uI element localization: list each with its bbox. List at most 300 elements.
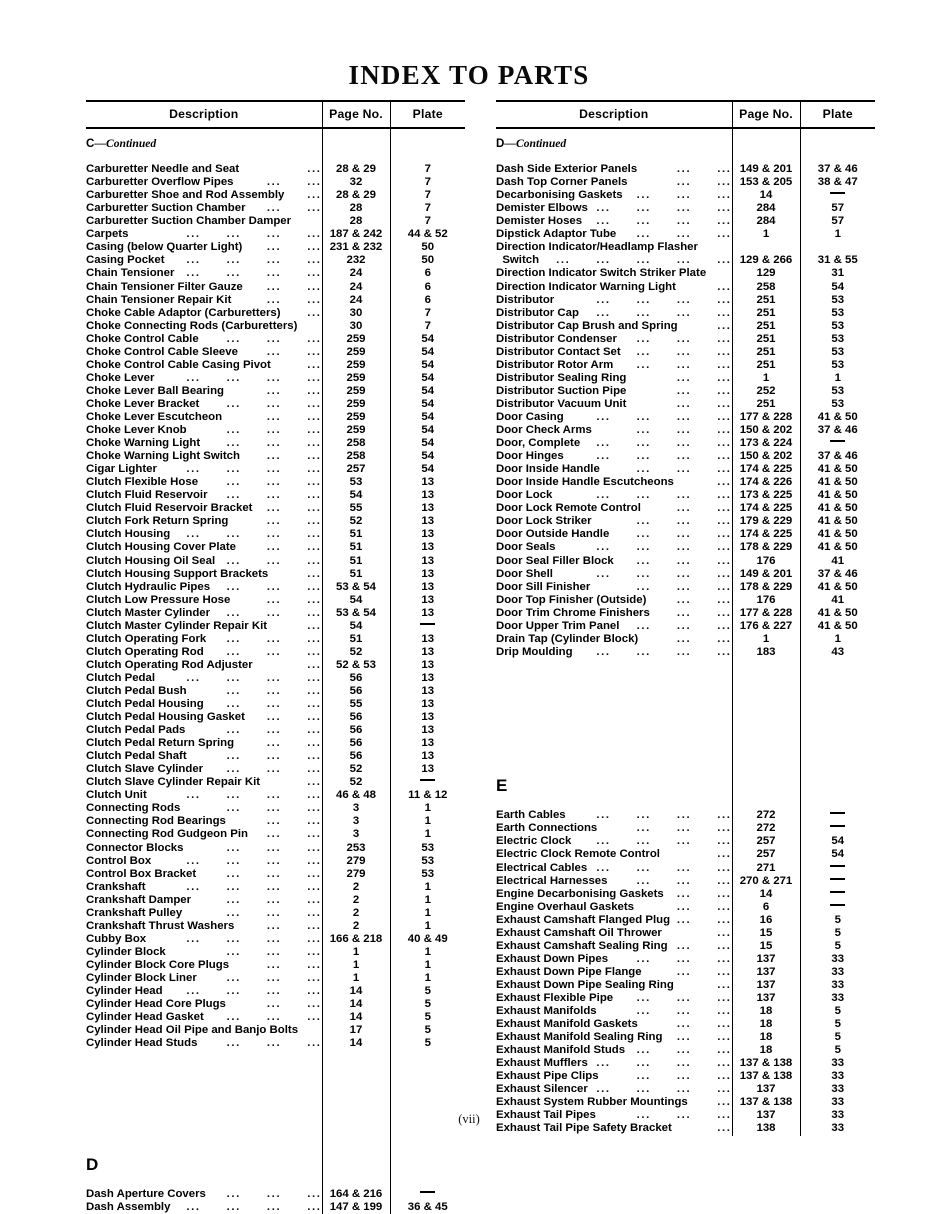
part-description: Door Trim Chrome Finishers — [496, 606, 650, 619]
cell-page-no: 179 & 229 — [732, 515, 800, 528]
table-row[interactable] — [86, 398, 465, 411]
table-row[interactable] — [496, 385, 875, 398]
cell-page-no: 253 — [322, 842, 390, 855]
cell-description — [496, 822, 732, 835]
part-description: Clutch Housing — [86, 528, 171, 541]
table-row[interactable] — [86, 946, 465, 959]
dot-leader: ... — [307, 658, 322, 671]
table-row[interactable] — [86, 463, 465, 476]
table-row[interactable] — [496, 424, 875, 437]
table-row[interactable] — [496, 848, 875, 861]
dot-leader: ... ... ... ... — [186, 254, 322, 267]
table-row[interactable] — [86, 907, 465, 920]
dot-leader: ... ... ... — [226, 750, 322, 763]
table-row[interactable] — [496, 940, 875, 953]
cell-page-no: 52 — [322, 776, 390, 789]
part-description: Clutch Pedal Housing — [86, 698, 204, 711]
cell-description — [496, 607, 732, 620]
table-row[interactable] — [86, 842, 465, 855]
dot-leader: ... ... ... — [226, 580, 322, 593]
table-row[interactable] — [496, 489, 875, 502]
cell-page-no: 137 & 138 — [732, 1096, 800, 1109]
table-row[interactable] — [496, 228, 875, 241]
cell-page-no: 251 — [732, 333, 800, 346]
table-row[interactable] — [86, 1011, 465, 1024]
table-row[interactable] — [86, 776, 465, 789]
table-row[interactable] — [496, 333, 875, 346]
cell-description — [86, 528, 322, 541]
dot-leader: ... ... ... ... — [186, 932, 322, 945]
table-row[interactable] — [86, 920, 465, 933]
table-row[interactable] — [496, 189, 875, 202]
part-description: Door Outside Handle — [496, 528, 610, 541]
table-row[interactable] — [496, 476, 875, 489]
cell-plate: 44 & 52 — [407, 228, 448, 241]
cell-plate: 13 — [421, 724, 435, 737]
table-row[interactable] — [496, 281, 875, 294]
table-row[interactable] — [496, 607, 875, 620]
part-description: Engine Overhaul Gaskets — [496, 900, 635, 913]
table-row[interactable] — [86, 828, 465, 841]
part-description: Door Sill Finisher — [496, 580, 591, 593]
table-row[interactable] — [496, 398, 875, 411]
table-row[interactable] — [86, 998, 465, 1011]
table-row[interactable] — [86, 346, 465, 359]
table-row[interactable] — [86, 385, 465, 398]
cell-page-no: 30 — [322, 320, 390, 333]
section-gap — [496, 672, 875, 685]
table-row[interactable] — [496, 568, 875, 581]
cell-plate: 13 — [421, 737, 435, 750]
table-row[interactable] — [86, 372, 465, 385]
part-description: Distributor Vacuum Unit — [496, 397, 627, 410]
table-row[interactable] — [86, 633, 465, 646]
part-description: Clutch Slave Cylinder Repair Kit — [86, 776, 261, 789]
part-description: Casing Pocket — [86, 254, 165, 267]
cell-description — [496, 189, 732, 202]
cell-page-no: 137 — [732, 992, 800, 1005]
table-row[interactable] — [496, 594, 875, 607]
table-row[interactable] — [86, 868, 465, 881]
table-row[interactable] — [496, 809, 875, 822]
table-row[interactable] — [496, 346, 875, 359]
part-description: Control Box — [86, 854, 152, 867]
table-row[interactable] — [496, 372, 875, 385]
cell-plate: 54 — [421, 371, 435, 384]
table-row[interactable] — [86, 607, 465, 620]
table-row[interactable] — [496, 1083, 875, 1096]
table-row[interactable] — [86, 959, 465, 972]
dot-leader: ... ... ... — [636, 424, 732, 437]
table-row[interactable] — [86, 281, 465, 294]
table-row[interactable] — [86, 189, 465, 202]
table-row[interactable] — [86, 450, 465, 463]
cell-page-no: 1 — [322, 972, 390, 985]
part-description: Choke Warning Light Switch — [86, 450, 240, 463]
table-row[interactable] — [86, 881, 465, 894]
cell-page-no: 53 & 54 — [322, 581, 390, 594]
section-heading-row — [86, 136, 465, 150]
dot-leader: ... ... — [676, 371, 732, 384]
table-row[interactable] — [496, 1070, 875, 1083]
cell-plate: 53 — [831, 397, 845, 410]
cell-page-no: 147 & 199 — [322, 1201, 390, 1214]
table-row[interactable] — [86, 307, 465, 320]
cell-plate: 53 — [831, 358, 845, 371]
cell-plate — [800, 901, 875, 914]
cell-description — [86, 450, 322, 463]
table-row[interactable] — [496, 875, 875, 888]
table-row[interactable] — [86, 528, 465, 541]
part-description: Dash Side Exterior Panels — [496, 163, 638, 176]
cell-plate: 53 — [831, 384, 845, 397]
section-heading-spacer — [496, 796, 875, 809]
table-row[interactable] — [86, 176, 465, 189]
cell-description — [496, 594, 732, 607]
table-row[interactable] — [496, 215, 875, 228]
table-row[interactable] — [86, 802, 465, 815]
cell-page-no: 257 — [732, 848, 800, 861]
dot-leader: ... ... — [266, 515, 322, 528]
table-row[interactable] — [86, 750, 465, 763]
cell-page-no: 53 & 54 — [322, 607, 390, 620]
table-row[interactable] — [496, 450, 875, 463]
cell-page-no: 24 — [322, 267, 390, 280]
table-row[interactable] — [496, 901, 875, 914]
part-description: Electrical Cables — [496, 861, 588, 874]
cell-plate — [800, 875, 875, 888]
cell-description — [496, 1044, 732, 1057]
table-row[interactable] — [86, 620, 465, 633]
cell-plate: 5 — [834, 1018, 841, 1031]
table-row[interactable] — [496, 888, 875, 901]
cell-plate: 41 & 50 — [817, 528, 858, 541]
cell-plate: 5 — [834, 1044, 841, 1057]
cell-plate: 41 — [831, 593, 845, 606]
table-row[interactable] — [86, 215, 465, 228]
cell-page-no: 15 — [732, 927, 800, 940]
table-row[interactable] — [86, 333, 465, 346]
part-description: Exhaust Mufflers — [496, 1057, 588, 1070]
dot-leader: ... — [717, 319, 732, 332]
cell-plate: 13 — [421, 606, 435, 619]
table-row[interactable] — [496, 992, 875, 1005]
table-row[interactable] — [86, 1188, 465, 1201]
part-description: Cylinder Block — [86, 945, 166, 958]
table-row[interactable] — [496, 411, 875, 424]
table-row[interactable] — [86, 228, 465, 241]
part-description: Decarbonising Gaskets — [496, 189, 623, 202]
dot-leader: ... ... ... ... — [596, 410, 732, 423]
cell-description — [86, 581, 322, 594]
cell-plate: 5 — [424, 998, 431, 1011]
dot-leader: ... ... ... ... — [596, 450, 732, 463]
dot-leader: ... ... ... — [636, 358, 732, 371]
table-row[interactable] — [86, 972, 465, 985]
table-row[interactable] — [496, 979, 875, 992]
table-row[interactable] — [496, 1018, 875, 1031]
table-row[interactable] — [86, 594, 465, 607]
cell-description — [86, 502, 322, 515]
table-row[interactable] — [496, 1005, 875, 1018]
cell-plate: 1 — [424, 906, 431, 919]
dot-leader: ... — [717, 280, 732, 293]
table-row[interactable] — [496, 241, 875, 254]
section-continued-label: —Continued — [504, 137, 567, 150]
table-row[interactable] — [86, 294, 465, 307]
table-row[interactable] — [496, 555, 875, 568]
cell-description — [86, 659, 322, 672]
cell-plate: 54 — [421, 463, 435, 476]
part-description: Exhaust Tail Pipes — [496, 1109, 596, 1122]
cell-page-no: 18 — [732, 1005, 800, 1018]
table-row[interactable] — [86, 1037, 465, 1050]
table-row[interactable] — [86, 424, 465, 437]
dot-leader: ... ... ... — [226, 397, 322, 410]
part-description: Exhaust Manifold Gaskets — [496, 1018, 638, 1031]
table-row[interactable] — [86, 711, 465, 724]
table-row[interactable] — [86, 320, 465, 333]
table-row[interactable] — [496, 254, 875, 267]
cell-description — [496, 914, 732, 927]
table-row[interactable] — [86, 489, 465, 502]
cell-description — [86, 607, 322, 620]
cell-plate: 41 & 50 — [817, 606, 858, 619]
table-row[interactable] — [86, 685, 465, 698]
cell-description — [86, 202, 322, 215]
part-description: Carburetter Suction Chamber — [86, 202, 246, 215]
part-description: Choke Connecting Rods (Carburetters) — [86, 319, 298, 332]
table-row[interactable] — [86, 202, 465, 215]
cell-page-no: 149 & 201 — [732, 163, 800, 176]
part-description: Switch — [496, 254, 540, 267]
section-gap — [496, 698, 875, 711]
cell-plate: 1 — [424, 815, 431, 828]
cell-plate: 6 — [424, 280, 431, 293]
cell-plate — [390, 776, 465, 789]
table-row[interactable] — [496, 927, 875, 940]
cell-plate: 57 — [831, 215, 845, 228]
table-row[interactable] — [496, 163, 875, 176]
table-row[interactable] — [496, 202, 875, 215]
part-description: Exhaust Pipe Clips — [496, 1070, 599, 1083]
table-row[interactable] — [496, 359, 875, 372]
table-row[interactable] — [86, 855, 465, 868]
table-row[interactable] — [496, 862, 875, 875]
table-row[interactable] — [496, 437, 875, 450]
cell-description — [86, 555, 322, 568]
table-row[interactable] — [86, 737, 465, 750]
dot-leader: ... ... ... ... — [186, 228, 322, 241]
dot-leader: ... ... — [266, 828, 322, 841]
table-row[interactable] — [86, 411, 465, 424]
table-row[interactable] — [86, 1201, 465, 1214]
cell-plate: 50 — [421, 254, 435, 267]
table-row[interactable] — [86, 502, 465, 515]
cell-page-no: 138 — [732, 1122, 800, 1135]
table-row[interactable] — [86, 254, 465, 267]
table-row[interactable] — [86, 476, 465, 489]
cell-description — [86, 881, 322, 894]
cell-page-no: 17 — [322, 1024, 390, 1037]
part-description: Cubby Box — [86, 932, 147, 945]
table-row[interactable] — [86, 163, 465, 176]
part-description: Engine Decarbonising Gaskets — [496, 887, 664, 900]
part-description: Dipstick Adaptor Tube — [496, 228, 617, 241]
cell-plate: 13 — [421, 750, 435, 763]
table-row[interactable] — [496, 515, 875, 528]
table-row[interactable] — [496, 1057, 875, 1070]
cell-description — [86, 776, 322, 789]
table-row[interactable] — [496, 541, 875, 554]
table-row[interactable] — [496, 581, 875, 594]
table-row[interactable] — [496, 502, 875, 515]
dot-leader: ... ... ... ... ... — [556, 254, 732, 267]
dot-leader: ... ... ... ... — [596, 306, 732, 319]
cell-description — [496, 1031, 732, 1044]
cell-description — [496, 254, 732, 267]
part-description: Clutch Operating Fork — [86, 632, 207, 645]
cell-description — [496, 581, 732, 594]
table-row[interactable] — [86, 241, 465, 254]
part-description: Clutch Pedal — [86, 671, 155, 684]
cell-plate: 33 — [831, 1083, 845, 1096]
table-row[interactable] — [496, 1031, 875, 1044]
cell-plate: 13 — [421, 671, 435, 684]
part-description: Crankshaft Thrust Washers — [86, 919, 235, 932]
table-row[interactable] — [496, 953, 875, 966]
part-description: Choke Lever Ball Bearing — [86, 384, 225, 397]
cell-description — [86, 163, 322, 176]
cell-page-no: 232 — [322, 254, 390, 267]
table-row[interactable] — [86, 724, 465, 737]
cell-page-no: 251 — [732, 294, 800, 307]
column-header-plate: Plate — [390, 101, 465, 128]
table-row[interactable] — [86, 659, 465, 672]
part-description: Choke Control Cable Sleeve — [86, 345, 238, 358]
table-row[interactable] — [496, 267, 875, 280]
table-row[interactable] — [86, 789, 465, 802]
table-row[interactable] — [86, 541, 465, 554]
part-description: Electric Clock Remote Control — [496, 848, 660, 861]
table-row[interactable] — [496, 966, 875, 979]
table-row[interactable] — [86, 515, 465, 528]
table-row[interactable] — [86, 555, 465, 568]
table-row[interactable] — [496, 646, 875, 659]
table-row[interactable] — [86, 985, 465, 998]
part-description: Distributor — [496, 293, 555, 306]
cell-plate: 37 & 46 — [817, 450, 858, 463]
part-description: Dash Assembly — [86, 1200, 171, 1213]
cell-description — [496, 463, 732, 476]
dot-leader: ... ... ... ... — [596, 835, 732, 848]
cell-description — [86, 672, 322, 685]
table-row[interactable] — [496, 320, 875, 333]
part-description: Clutch Housing Oil Seal — [86, 554, 216, 567]
cell-page-no: 2 — [322, 881, 390, 894]
cell-description — [496, 528, 732, 541]
table-row[interactable] — [496, 307, 875, 320]
cell-page-no: 259 — [322, 359, 390, 372]
table-row[interactable] — [86, 437, 465, 450]
dot-leader: ... ... ... — [636, 952, 732, 965]
cell-description — [496, 215, 732, 228]
table-row[interactable] — [86, 1024, 465, 1037]
table-row[interactable] — [86, 698, 465, 711]
table-row[interactable] — [496, 835, 875, 848]
part-description: Door Lock — [496, 489, 553, 502]
cell-plate: 13 — [421, 567, 435, 580]
part-description: Drip Moulding — [496, 645, 573, 658]
cell-page-no: 55 — [322, 698, 390, 711]
cell-description — [86, 281, 322, 294]
cell-description — [86, 959, 322, 972]
cell-page-no: 149 & 201 — [732, 568, 800, 581]
table-row[interactable] — [496, 822, 875, 835]
table-row[interactable] — [496, 914, 875, 927]
dot-leader: ... ... — [266, 737, 322, 750]
cell-page-no: 51 — [322, 555, 390, 568]
table-row[interactable] — [496, 528, 875, 541]
cell-page-no: 272 — [732, 809, 800, 822]
dot-leader: ... — [717, 476, 732, 489]
cell-plate: 41 & 50 — [817, 476, 858, 489]
part-description: Dash Aperture Covers — [86, 1187, 206, 1200]
table-row[interactable] — [86, 672, 465, 685]
cell-page-no: 251 — [732, 346, 800, 359]
table-row[interactable] — [496, 463, 875, 476]
table-row[interactable] — [86, 894, 465, 907]
cell-plate: 11 & 12 — [408, 789, 448, 802]
part-description: Exhaust Manifold Sealing Ring — [496, 1031, 663, 1044]
table-row[interactable] — [86, 359, 465, 372]
section-heading-continued — [86, 136, 322, 150]
table-row[interactable] — [496, 620, 875, 633]
table-row[interactable] — [496, 294, 875, 307]
table-row[interactable] — [496, 1044, 875, 1057]
table-row[interactable] — [496, 633, 875, 646]
cell-plate: 41 & 50 — [817, 541, 858, 554]
dot-leader: ... — [307, 567, 322, 580]
part-description: Door Casing — [496, 410, 564, 423]
dot-leader: ... ... — [266, 711, 322, 724]
cell-page-no: 150 & 202 — [732, 424, 800, 437]
column-header-description: Description — [496, 101, 732, 128]
dot-leader: ... ... ... ... — [186, 985, 322, 998]
cell-page-no: 173 & 225 — [732, 489, 800, 502]
part-description: Clutch Fork Return Spring — [86, 515, 229, 528]
table-row[interactable] — [86, 581, 465, 594]
table-row[interactable] — [86, 763, 465, 776]
cell-page-no: 279 — [322, 855, 390, 868]
cell-page-no: 14 — [732, 189, 800, 202]
table-row[interactable] — [86, 646, 465, 659]
table-row[interactable] — [86, 568, 465, 581]
table-row[interactable] — [86, 933, 465, 946]
table-row[interactable] — [86, 815, 465, 828]
dot-leader: ... ... ... — [226, 645, 322, 658]
cell-description — [86, 333, 322, 346]
cell-page-no: 164 & 216 — [322, 1188, 390, 1201]
dot-leader: ... ... — [676, 606, 732, 619]
part-description: Choke Lever Escutcheon — [86, 410, 223, 423]
cell-plate: 13 — [421, 763, 435, 776]
cell-plate: 13 — [421, 515, 435, 528]
section-letter: D — [496, 137, 505, 150]
table-row[interactable] — [496, 176, 875, 189]
table-row[interactable] — [496, 1096, 875, 1109]
table-row[interactable] — [86, 267, 465, 280]
